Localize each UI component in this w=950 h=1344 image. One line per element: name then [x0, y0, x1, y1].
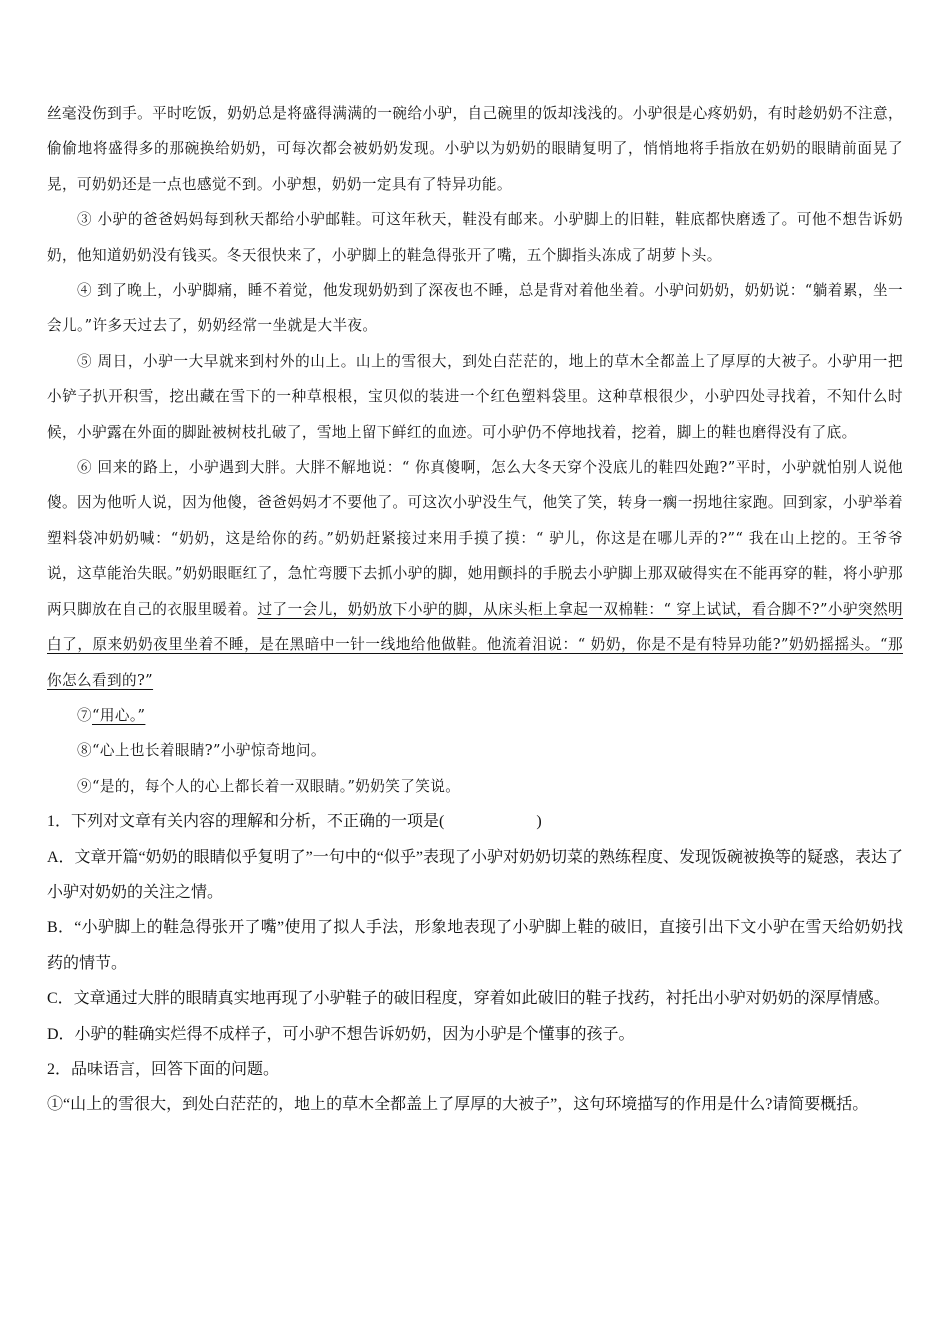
option-d: D．小驴的鞋确实烂得不成样子，可小驴不想告诉奶奶，因为小驴是个懂事的孩子。 [47, 1025, 635, 1043]
question-1-text: 1．下列对文章有关内容的理解和分析，不正确的一项是( [47, 813, 445, 831]
paragraph-2-continued: 丝毫没伤到手。平时吃饭，奶奶总是将盛得满满的一碗给小驴，自己碗里的饭却浅浅的。小驴很是心疼奶奶，有时趁奶奶不注意，偷偷地将盛得多的那碗换给奶奶，可每次都会被奶奶发现。小驴以为奶奶的眼睛复明了，悄悄地将手指放在奶奶的眼睛前面晃了晃，可奶奶还是一点也感觉不到。小驴想，奶奶一定具有了特异功能。 [47, 105, 903, 193]
question-1-stem [47, 804, 903, 839]
underlined-passage: 过了一会儿，奶奶放下小驴的脚，从床头柜上拿起一双棉鞋：“ 穿上试试，看合脚不?”小驴突然明白了，原来奶奶夜里坐着不睡，是在黑暗中一针一线地给他做鞋。他流着泪说：“ 奶奶，你是不是有特异功能?”奶奶摇摇头。“那你怎么看到的?” [47, 600, 903, 689]
paragraph-7-underlined: “用心。” [92, 706, 146, 724]
document-page [47, 96, 903, 1123]
question-2-stem: 2．品味语言，回答下面的问题。 [47, 1060, 280, 1078]
story-text [47, 96, 903, 804]
option-b: B．“小驴脚上的鞋急得张开了嘴”使用了拟人手法，形象地表现了小驴脚上鞋的破旧，直接引出下文小驴在雪天给奶奶找药的情节。 [47, 919, 903, 972]
paragraph-4: ④ 到了晚上，小驴脚痛，睡不着觉，他发现奶奶到了深夜也不睡，总是背对着他坐着。小驴问奶奶，奶奶说：“躺着累，坐一会儿。”许多天过去了，奶奶经常一坐就是大半夜。 [47, 282, 903, 335]
paragraph-5: ⑤ 周日，小驴一大早就来到村外的山上。山上的雪很大，到处白茫茫的，地上的草木全都盖上了厚厚的大被子。小驴用一把小铲子扒开积雪，挖出藏在雪下的一种草根根，宝贝似的装进一个红色塑料袋里。这种草根很少，小驴四处寻找着，不知什么时候，小驴露在外面的脚趾被树枝扎破了，雪地上留下鲜红的血迹。可小驴仍不停地找着，挖着，脚上的鞋也磨得没有了底。 [47, 352, 903, 441]
option-a: A．文章开篇“奶奶的眼睛似乎复明了”一句中的“似乎”表现了小驴对奶奶切菜的熟练程度、发现饭碗被换等的疑惑，表达了小驴对奶奶的关注之情。 [47, 848, 903, 901]
paragraph-3: ③ 小驴的爸爸妈妈每到秋天都给小驴邮鞋。可这年秋天，鞋没有邮来。小驴脚上的旧鞋，鞋底都快磨透了。可他不想告诉奶奶，他知道奶奶没有钱买。冬天很快来了，小驴脚上的鞋急得张开了嘴，五个脚指头冻成了胡萝卜头。 [47, 211, 903, 264]
paragraph-8: ⑧“心上也长着眼睛?”小驴惊奇地问。 [77, 742, 326, 760]
paragraph-9: ⑨“是的，每个人的心上都长着一双眼睛。”奶奶笑了笑说。 [77, 777, 461, 795]
question-2-sub-1: ①“山上的雪很大，到处白茫茫的，地上的草木全都盖上了厚厚的大被子”，这句环境描写的作用是什么?请简要概括。 [47, 1096, 869, 1114]
question-1-close: ) [536, 813, 542, 831]
paragraph-7 [47, 698, 903, 733]
paragraph-6 [47, 450, 903, 698]
questions-section [47, 804, 903, 1123]
paragraph-6-text: ⑥ 回来的路上，小驴遇到大胖。大胖不解地说：“ 你真傻啊，怎么大冬天穿个没底儿的鞋四处跑?”平时，小驴就怕别人说他傻。因为他听人说，因为他傻，爸爸妈妈才不要他了。可这次小驴没生气，他笑了笑，转身一瘸一拐地往家跑。回到家，小驴举着塑料袋冲奶奶喊：“奶奶，这是给你的药。”奶奶赶紧接过来用手摸了摸：“ 驴儿，你这是在哪儿弄的?”“ 我在山上挖的。王爷爷说，这草能治失眠。”奶奶眼眶红了，急忙弯腰下去抓小驴的脚，她用颤抖的手脱去小驴脚上那双破得实在不能再穿的鞋，将小驴那两只脚放在自己的衣服里暖着。 [47, 459, 903, 618]
option-c: C．文章通过大胖的眼睛真实地再现了小驴鞋子的破旧程度，穿着如此破旧的鞋子找药，衬托出小驴对奶奶的深厚情感。 [47, 990, 890, 1008]
paragraph-7-number: ⑦ [77, 706, 92, 724]
